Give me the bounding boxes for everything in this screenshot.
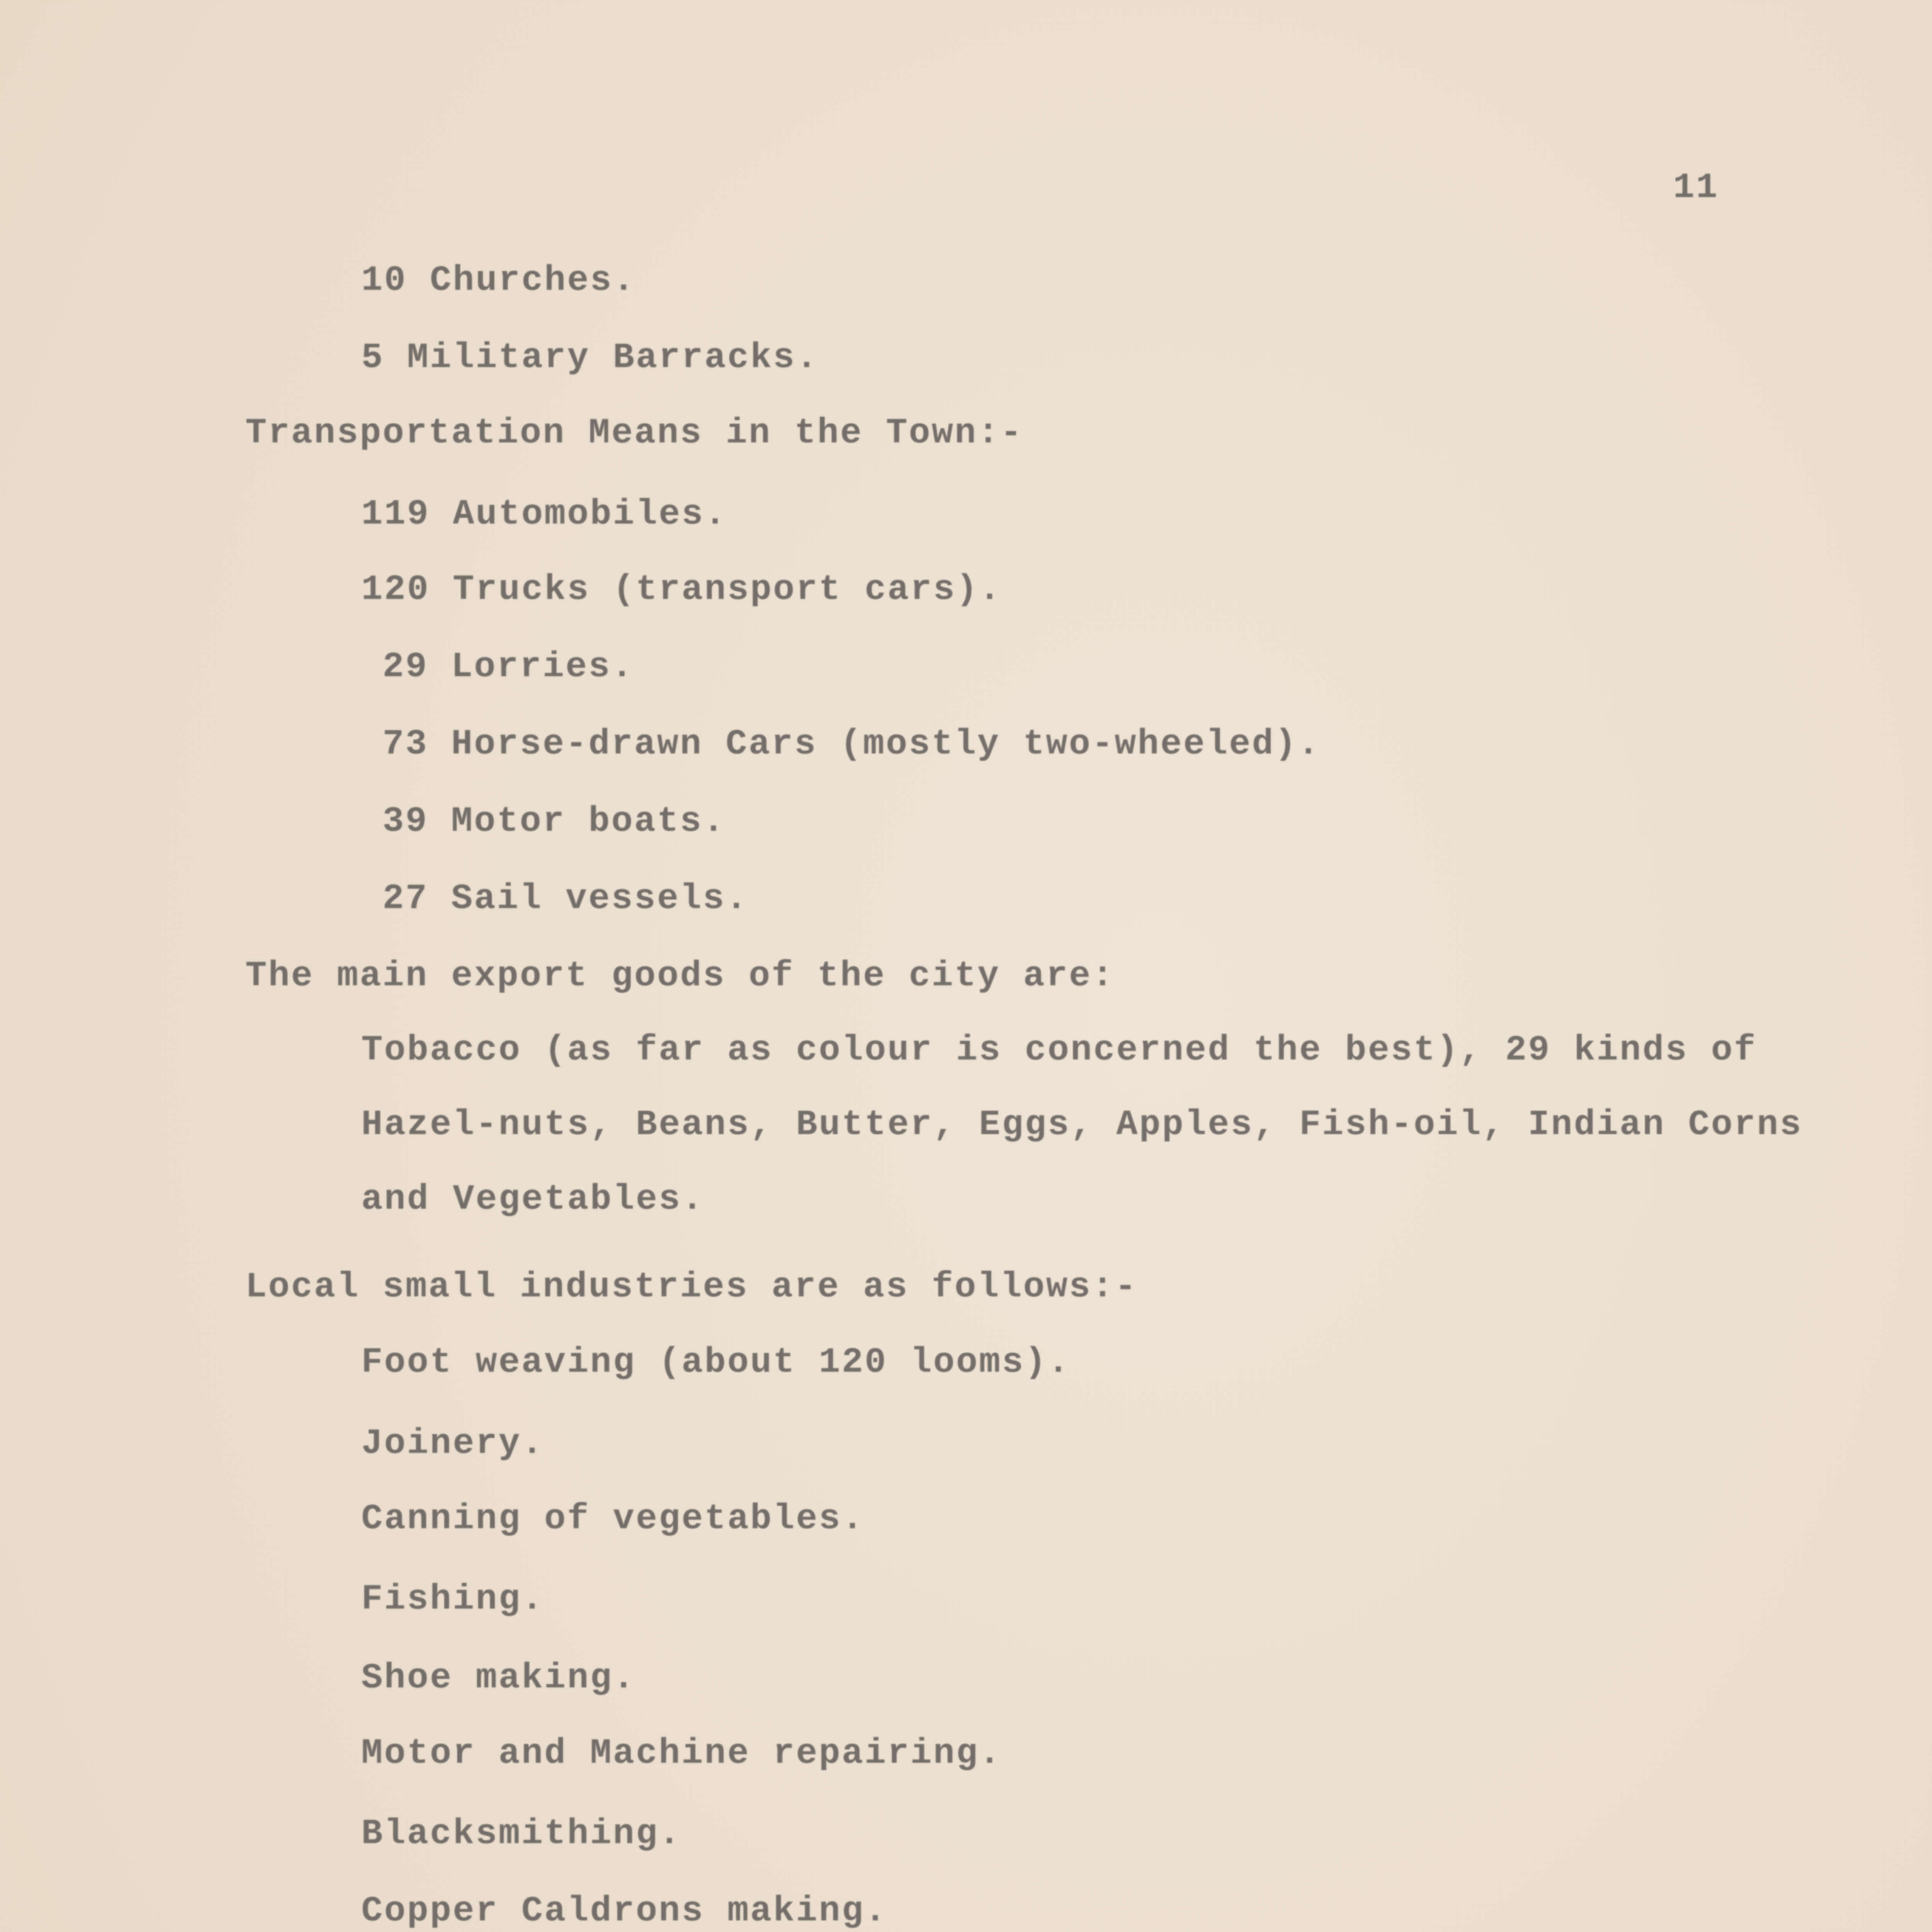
- list-item: 27 Sail vessels.: [383, 878, 749, 919]
- list-item: Canning of vegetables.: [361, 1498, 865, 1539]
- page-number: 11: [1673, 167, 1719, 208]
- list-item: 120 Trucks (transport cars).: [361, 569, 1002, 610]
- text-line: 5 Military Barracks.: [361, 337, 819, 378]
- section-heading: Local small industries are as follows:-: [245, 1267, 1138, 1307]
- list-item: 119 Automobiles.: [361, 494, 728, 534]
- section-heading: Transportation Means in the Town:-: [245, 413, 1024, 453]
- list-item: Shoe making.: [361, 1658, 636, 1698]
- paragraph-line: Hazel-nuts, Beans, Butter, Eggs, Apples, Fish-oil, Indian Corns: [361, 1104, 1803, 1145]
- list-item: 39 Motor boats.: [383, 801, 726, 842]
- list-item: Foot weaving (about 120 looms).: [361, 1342, 1071, 1383]
- paragraph-line: Tobacco (as far as colour is concerned the best), 29 kinds of: [361, 1030, 1757, 1070]
- list-item: Fishing.: [361, 1579, 544, 1619]
- text-line: 10 Churches.: [361, 260, 636, 301]
- list-item: 73 Horse-drawn Cars (mostly two-wheeled).: [383, 724, 1321, 764]
- paragraph-line: and Vegetables.: [361, 1179, 705, 1219]
- list-item: Blacksmithing.: [361, 1813, 682, 1854]
- list-item: 29 Lorries.: [383, 646, 634, 687]
- section-heading: The main export goods of the city are:: [245, 956, 1115, 996]
- list-item: Joinery.: [361, 1423, 544, 1464]
- list-item: Motor and Machine repairing.: [361, 1733, 1002, 1774]
- list-item: Copper Caldrons making.: [361, 1891, 888, 1931]
